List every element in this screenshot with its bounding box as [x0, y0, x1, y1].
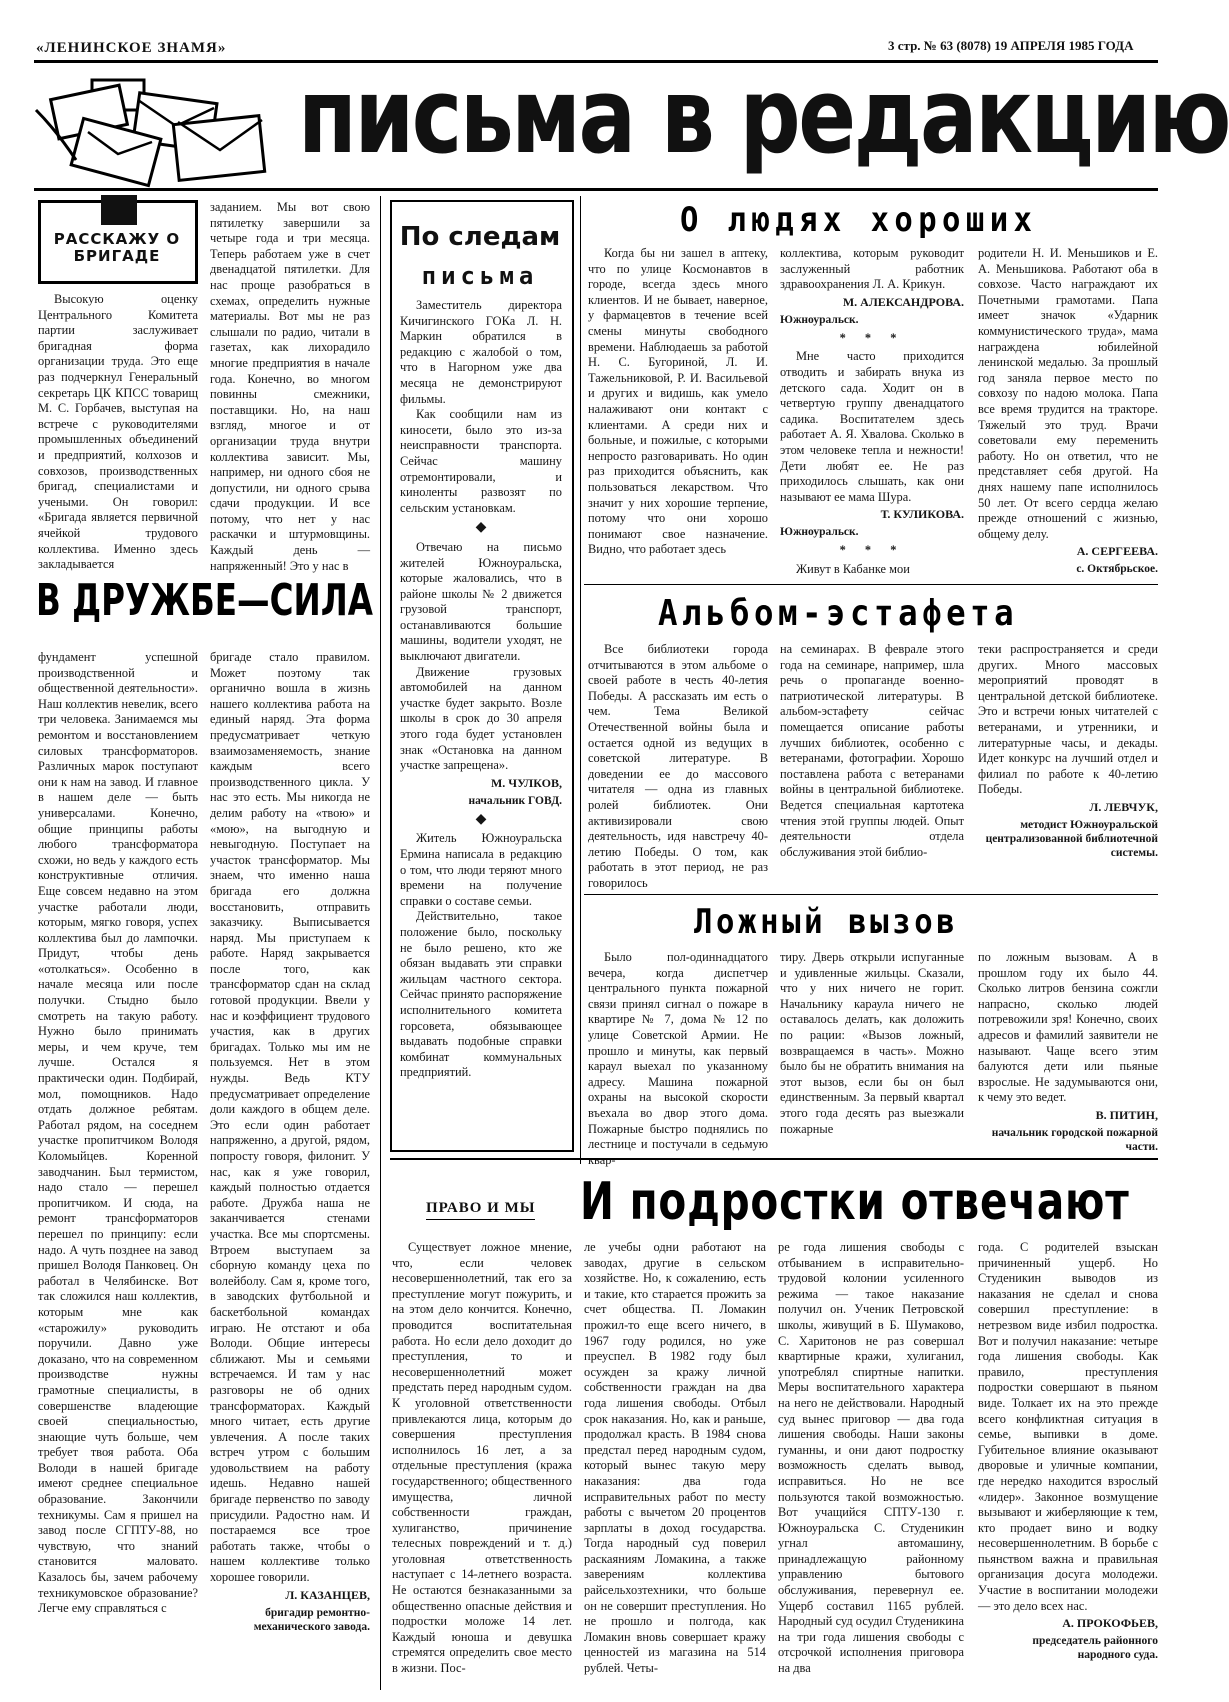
good-people-signature-3-place: с. Октябрьское.: [1076, 563, 1158, 576]
teens-col3: [778, 1240, 964, 1690]
teens-col2: [584, 1240, 766, 1690]
brigade-col1: [38, 650, 198, 1688]
good-people-body-4: Живут в Кабанке мои: [796, 561, 910, 576]
teens-body-1: Существует ложное мнение, что, если человек несовершеннолетний, так его за преступление могут пожурить, и на этом дело кончится. Конечно, проводится воспитательная работа. Но если дело доходит до преступления, то и несовершеннолетний может предстать перед народным судом. К уголовной ответственности привлекаются лица, которым до совершения преступления исполнилось 16 лет, а за отдельные преступления (кража государственного; общественного имущества, личной собственности граждан, хулиганство, причинение телесных повреждений и т. д.) уголовная ответственность наступает с 14-летнего возраста. Не остаются безнаказанными за общественно опасные действия и подростки моложе 14 лет. Каждый юноша и девушка стремятся определить свое место в жизни. Пос-: [392, 1240, 572, 1676]
album-body-1: Все библиотеки города отчитываются в этом альбоме о своей работе в честь 40-летия Победы. А рассказать им есть о чем. Тема Великой Отечественной войны была и остается одной из ведущих в советской литературе. В доведении ее до массового читателя — одна из главных ролей библиотек. Они активизировали свою деятельность, идя навстречу 40-летию Победы. О том, как работать в этот период, не раз говорилось: [588, 642, 768, 890]
good-people-signature-1-place: Южноуральск.: [780, 313, 859, 326]
divider-h1: [584, 584, 1158, 585]
diamond-icon: ◆: [475, 520, 487, 536]
album-signature: Л. ЛЕВЧУК,: [1089, 799, 1158, 814]
teens-body-3: ре года лишения свободы с отбыванием в исправительно-трудовой колонии усиленного режима — такое наказание получил он. Ученик Петровской школы, живущий в Б. Шумаково, С. Харитонов не раз совершал квартирные кражи, хулиганил, употреблял спиртные напитки. Меры воспитательного характера на него не действовали. Народный суд вынес приговор — два года лишения свободы. Наши законы гуманны, и они дают подростку возможность сделать вывод, исправиться. Но не все пользуются такой возможностью. Вот учащийся СПТУ-130 г. Южноуральска С. Студеникин угнал автомашину, принадлежащую районному управлению бытового обслуживания, перевернул ее. Ущерб составил 1165 рублей. Народный суд осудил Студеникина на три года лишения свободы с отсрочкой исполнения приговора на два: [778, 1240, 964, 1676]
envelopes-illustration: [36, 70, 266, 182]
separator-stars: * * *: [839, 543, 905, 558]
follow-up-signature: М. ЧУЛКОВ,: [490, 775, 562, 790]
good-people-signature-2-place: Южноуральск.: [780, 526, 859, 539]
divider-v1: [380, 196, 381, 1690]
good-people-body-5: родители Н. И. Меньшиков и Е. А. Меньшикова. Работают оба в совхозе. Часто награждают их Почетными грамотами. Папа имеет значок «Ударник коммунистического труда», мама награждена юбилейной ленинской медалью. За прошлый год заняла первое место по совхозу по надою молока. Папа все время трудится на тракторе. Тяжелый это труд. Врачи советовали ему переменить работу. Но он ответил, что не представляет себя другой. На днях нашему папе исполнилось 50 лет. От всего сердца желаю прежде отношений с жизнью, общему делу.: [978, 246, 1158, 541]
false-call-col3: [978, 950, 1158, 1153]
good-people-col3: [978, 246, 1158, 582]
good-people-signature-3: А. СЕРГЕЕВА.: [1076, 544, 1158, 559]
good-people-body-3: Мне часто приходится отводить и забирать внука из детского сада. Ходит он в четвертую группу двенадцатого садика. Воспитателем здесь работает А. Я. Хвалова. Сколько в этом человеке тепла и нежности! Дети любят ее. Не раз приходилось слышать, как они называют ее мама Шура.: [780, 349, 964, 504]
brigade-body-1: фундамент успешной производственной и общественной деятельности». Наш коллектив невелик, всего три человека. Занимаемся мы ремонтом и восстановлением силовых трансформаторов. Различных марок поступают они к нам на завод. И главное в нашем деле — быть универсалами. Конечно, общие принципы работы любого трансформатора схожи, но ведь у каждого есть конструктивные отличия. Еще совсем недавно на этом участке работали люди, которым, мягко говоря, успех коллектива был до лампочки. Придут, чтобы день «отолкаться». Особенно в начале месяца или после получки. Стыдно было смотреть на такую работу. Нужно было принимать меры, и чем круче, тем лучше. Остался я практически один. Подбирай, мол, помощников. Надо отдать должное ребятам. Работал рядом, на соседнем участке пропитчиком Володя Коломыйцев. Коренной заводчанин. Был термистом, надо стало — перешел пропитчиком. И сюда, на ремонт трансформаторов перешел по принципу: если надо. А чуть позднее на завод пришел Володя Панковец. Он работал в Челябинске. Вот так сложился наш коллектив, которым мне как «старожилу» руководить поручили. Давно уже доказано, что на современном производстве нужны грамотные специалисты, в совершенстве владеющие своей специальностью, знающие чуть больше, чем требует твоя работа. Оба Володи в нашей бригаде имеют среднее специальное образование. Закончили техникумы. Сам я пришел на завод после СГПТУ-88, но чувствую, что знаний становится маловато. Казалось бы, зачем рабочему техникумовское образование? Легче ему справляться с: [38, 650, 198, 1616]
brigade-signature-title: бригадир ремонтно-механического завода.: [253, 1606, 370, 1633]
divider-h2: [584, 894, 1158, 895]
brigade-signature: Л. КАЗАНЦЕВ,: [285, 1587, 370, 1602]
brigade-intro-col1: [38, 292, 198, 572]
badge-label: РАССКАЖУ О БРИГАДЕ: [53, 230, 181, 265]
album-col3: [978, 642, 1158, 892]
album-col1: [588, 642, 768, 892]
teens-col4: [978, 1240, 1158, 1690]
false-call-body-2: тиру. Дверь открыли испуганные и удивленные жильцы. Сказали, что у них ничего не горит. Начальнику караула ничего не оставалось делать, как доложить по рации: «Вызов ложный, возвращаемся в часть». Можно было бы не обратить внимания на этот вызов, если бы он был единственным. За первый квартал этого года десять раз выезжали пожарные: [780, 950, 964, 1136]
teens-col1: [392, 1240, 572, 1690]
teens-signature: А. ПРОКОФЬЕВ,: [1062, 1616, 1158, 1631]
brigade-heading: В ДРУЖБЕ—СИЛА: [36, 575, 373, 626]
teens-signature-title: председатель районного народного суда.: [1032, 1635, 1158, 1662]
album-body-3: теки распространяется и среди других. Много массовых мероприятий проводят в центральной детской библиотеке. Это и встречи юных читателей с ветеранами, и утренники, и литературные часы, и декады. Идет конкурс на лучший отдел и филиал по работе к 40-летию Победы.: [978, 642, 1158, 797]
false-call-body-3: по ложным вызовам. А в прошлом году их было 44. Сколько литров бензина сожгли напрасно, сколько людей потревожили зря! Конечно, своих адресов и фамилий заявители не называют. Чаще всего этим балуются дети или пьяные взрослые. Не задумываются они, к чему это ведет.: [978, 950, 1158, 1105]
divider-v2: [580, 196, 581, 1164]
teens-heading: И подростки отвечают: [580, 1172, 1130, 1232]
brigade-badge: [38, 200, 198, 284]
follow-up-p1: Заместитель директора Кичигинского ГОКа Л. Н. Маркин обратился в редакцию с жалобой о том, что в Нагорном уже два месяца не демонстрируют фильмы.: [400, 298, 562, 406]
good-people-heading: О людях хороших: [680, 200, 1038, 240]
false-call-signature: В. ПИТИН,: [1095, 1107, 1158, 1122]
section-title-rule: [34, 188, 1158, 191]
divider-h3: [390, 1158, 1158, 1160]
false-call-heading: Ложный вызов: [694, 902, 959, 942]
issue-line: 3 стр. № 63 (8078) 19 АПРЕЛЯ 1985 ГОДА: [888, 38, 1134, 53]
false-call-signature-title: начальник городской пожарной части.: [991, 1126, 1158, 1153]
follow-up-heading-1: По следам: [399, 222, 561, 252]
good-people-col1: [588, 246, 768, 582]
good-people-body-1: Когда бы ни зашел в аптеку, что по улице Космонавтов в городе, всегда здесь много клиентов. И не бывает, наверное, у фармацевтов в течение всей смены минуты свободного времени. Наблюдаешь за работой Н. С. Бугориной, Л. И. Тажельниковой, Р. И. Васильевой и других и видишь, как умело налаживают они контакт с клиентами. А среди них и больные, и пожилые, с которыми непросто разговаривать. Но один раз приходится объяснить, как пользоваться лекарством. Что значит у них хорошие терпение, потому что они хорошо понимают свое назначение. Видно, что работает здесь: [588, 246, 768, 557]
follow-up-body: [400, 298, 562, 1144]
follow-up-p4: Движение грузовых автомобилей на данном участке будет закрыто. Возле школы в срок до 30 апреля этого года будет установлен знак «Остановка на данном участке запрещена».: [400, 664, 562, 773]
teens-body-2: ле учебы одни работают на заводах, другие в сельском хозяйстве. Но, к сожалению, есть и такие, кто старается прожить за счет общества. П. Ломакин прожил-то еще всего ничего, в 1967 году родился, но уже преуспел. В 1982 году был осужден за кражу личной собственности граждан на два года лишения свободы. Отбыл срок наказания. Но, как и раньше, продолжал красть. В 1984 снова предстал перед народным судом, который вынес такую меру наказания: два года исправительных работ по месту работы с вычетом 20 процентов зарплаты в доход государства. Тогда народный суд поверил раскаяниям Ломакина, а также заверениям коллектива райсельхозтехники, что больше он не совершит преступления. Но не прошло и полгода, как Ломакин вновь совершает кражу ценностей из магазина на 514 рублей. Четы-: [584, 1240, 766, 1676]
brigade-intro-col2: [210, 200, 370, 573]
false-call-body-1: Было пол-одиннадцатого вечера, когда диспетчер центрального пункта пожарной связи принял сигнал о пожаре в квартире № 7, дома № 12 по улице Советской Армии. Не прошло и минуты, как первый караул выехал по указанному адресу. Машина пожарной охраны на высокой скорости въехала во двор этого дома. Пожарные быстро поднялись по лестнице и постучали в седьмую: [588, 950, 768, 1152]
brigade-intro-text: Высокую оценку Центрального Комитета партии заслуживает бригадная форма организации труда. Это еще раз подчеркнул Генеральный секретарь ЦК КПСС товарищ М. С. Горбачев, выступая на встрече с руководителями промышленных объединений и предприятий, колхозов и совхозов, производственных бригад, специалистами и учеными. Он говорил: «Бригада является первичной ячейкой трудового коллектива. Именно здесь закладывается: [38, 292, 198, 572]
teens-rubric: ПРАВО И МЫ: [426, 1200, 535, 1220]
good-people-body-2: коллектива, которым руководит заслуженный работник здравоохранения Л. А. Крикун.: [780, 246, 964, 292]
follow-up-p6: Действительно, такое положение было, поскольку не было решено, кто же обязан выдавать эти справки жильцам частного сектора. Сейчас принято распоряжение исполнительного комитета горсовета, обязывающее выдавать подобные справки комбинат коммунальных предприятий.: [400, 909, 562, 1080]
false-call-col2: [780, 950, 964, 1150]
follow-up-p2: Как сообщили нам из киносети, было это из-за неисправности транспорта. Сейчас машину отремонтировали, и киноленты развозят по сельским установкам.: [400, 407, 562, 515]
brigade-body-2: бригаде стало правилом. Может поэтому так органично вошла в жизнь нашего коллектива работа на единый наряд. Эта форма предусматривает четкую взаимозаменяемость, знание каждым всего производственного цикла. У нас это есть. Мы никогда не делим работу на «твою» и «мою», на выгодную и невыгодную. Поступает на участок трансформатор. Мы знаем, что именно наша бригада его должна восстановить, отправить заказчику. Выписывается наряд. Мы приступаем к работе. Наряд закрывается после того, как трансформатор сдан на склад готовой продукции. Ввели у нас и коэффициент трудового участия, как в других бригадах. Только мы им не пользуемся. Нет в этом нужды. Ведь КТУ предусматривает определение доли каждого в общем деле. Это если один работает напряженно, а другой, рядом, попросту говоря, филонит. У нас, как я уже говорил, каждый полностью отдается работе. Дружба наша не заканчивается стенами участка. Все мы спортсмены. Втроем выступаем за сборную команду цеха по волейболу. Сам я, кроме того, в заводских футбольной и баскетбольной командах играю. Не отстают и оба Володи. Общие интересы сближают. Мы и семьями встречаемся. И там у нас разговоры не об одних трансформаторах. Каждый много читает, есть другие увлечения. А после таких встреч утром с большим удовольствием на работу идешь. Недавно нашей бригаде первенство по заводу присудили. Радостно нам. И постараемся все трое работать также, чтобы о нашем коллективе только хорошее говорили.: [210, 650, 370, 1585]
album-col2: [780, 642, 964, 892]
badge-icon: [101, 195, 137, 225]
teens-body-4: года. С родителей взыскан причиненный ущерб. Но Студеникин выводов из наказания не сделал и снова совершил преступление: в нетрезвом виде избил подростка. Вот и получил наказание: четыре года лишения свободы. Как правило, преступления подростки совершают в пьяном виде. Толкает их на это прежде всего конфликтная ситуация в семье, выпивки в доме. Губительное влияние оказывают дворовые и уличные компании, где нередко находится взрослый «лидер». Законное возмущение вызывают и жиберляющие к тем, кто продает вино и водку несовершеннолетним. В борьбе с пьянством важна и правильная организация досуга молодежи. Участие в воспитании молодежи — это дело всех нас.: [978, 1240, 1158, 1613]
album-body-2: на семинарах. В феврале этого года на семинаре, например, шла речь о пропаганде военно-патриотической литературы. В альбом-эстафету сейчас помещается описание работы лучших библиотек, особенно с ветеранами, фотографии. Хорошо поставлена работа с ветеранами войны в центральной библиотеке. Ведется специальная картотека чтения этой группы людей. Опыт деятельности отдела обслуживания этой библио-: [780, 642, 964, 859]
brigade-col2: [210, 650, 370, 1688]
diamond-icon: ◆: [475, 811, 487, 827]
false-call-col1: [588, 950, 768, 1150]
separator-stars: * * *: [839, 330, 905, 345]
section-title: письма в редакцию: [298, 55, 1229, 177]
good-people-col2: [780, 246, 964, 582]
newspaper-name: «ЛЕНИНСКОЕ ЗНАМЯ»: [36, 40, 227, 56]
good-people-signature-2: Т. КУЛИКОВА.: [880, 507, 964, 522]
follow-up-signature-title: начальник ГОВД.: [468, 794, 562, 807]
good-people-signature-1: М. АЛЕКСАНДРОВА.: [842, 294, 964, 309]
album-heading: Альбом-эстафета: [658, 593, 1019, 634]
follow-up-p5: Житель Южноуральска Ермина написала в редакцию о том, что люди теряют много времени на получение справки о составе семьи.: [400, 831, 562, 908]
follow-up-p3: Отвечаю на письмо жителей Южноуральска, которые жаловались, что в районе школы № 2 движется грузовой транспорт, останавливаются большие машины, водители уходят, не выключают двигатели.: [400, 539, 562, 664]
follow-up-heading-2: письма: [421, 262, 539, 290]
album-signature-title: методист Южноуральской централизованной библиотечной системы.: [985, 818, 1158, 859]
brigade-intro-text-2: заданием. Мы вот свою пятилетку завершили за четыре года и три месяца. Теперь работаем уже в счет двенадцатой пятилетки. Для нас проще разобраться в схемах, определить нужные материалы. Вот мы не раз слышали по радио, читали в газетах, как лихорадило многие предприятия в начале года. Конечно, во многом повинны смежники, поставщики. Но, на наш взгляд, многое и от организации труда внутри коллектива зависит. Мы, например, ни одного сбоя не допустили, ни одного срыва сдачи продукции. И все потому, что нет у нас раскачки и штурмовщины. Каждый день — напряженный! Это у нас в: [210, 200, 370, 573]
